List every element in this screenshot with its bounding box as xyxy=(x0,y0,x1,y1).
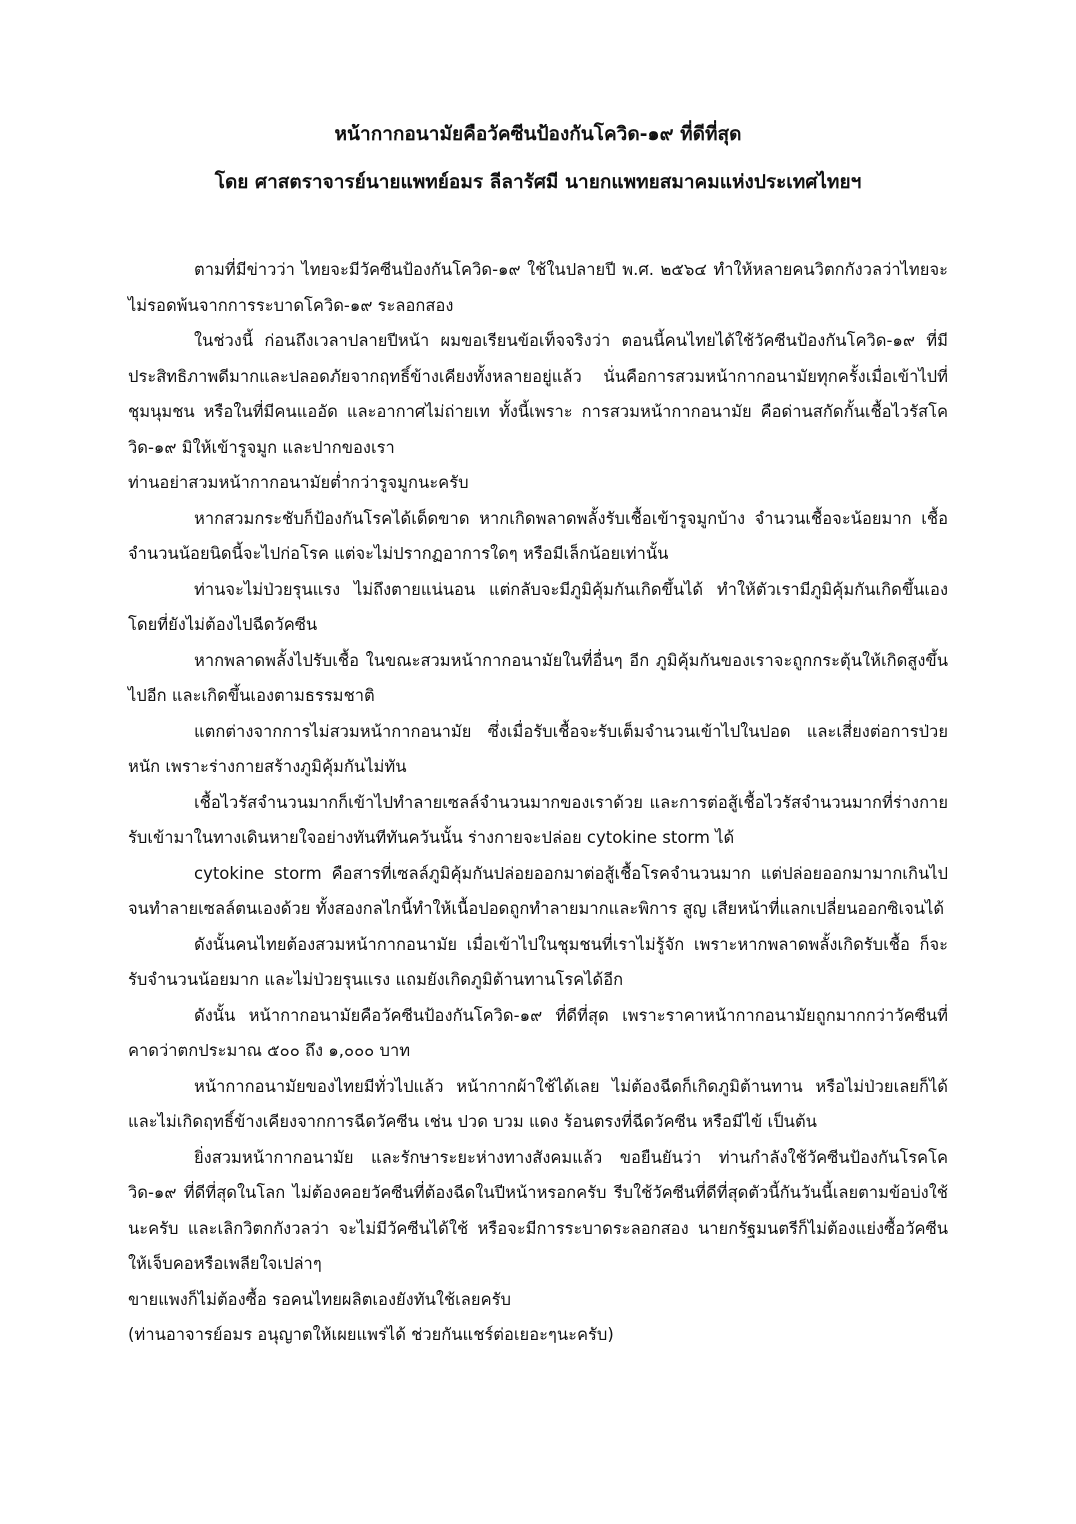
paragraph-1: ตามที่มีข่าวว่า ไทยจะมีวัคซีนป้องกันโควิด-๑๙ ใช้ในปลายปี พ.ศ. ๒๕๖๔ ทำให้หลายคนวิตกกังวลว่าไทยจะไม่รอดพ้นจากการระบาดโควิด-๑๙ ระลอกสอง xyxy=(128,260,948,315)
paragraph-4: หากสวมกระชับก็ป้องกันโรคได้เด็ดขาด หากเกิดพลาดพลั้งรับเชื้อเข้ารูจมูกบ้าง จำนวนเชื้อจะน้อยมาก เชื้อจำนวนน้อยนิดนี้จะไปก่อโรค แต่จะไม่ปรากฏอาการใดๆ หรือมีเล็กน้อยเท่านั้น xyxy=(128,508,948,563)
paragraph-7: แตกต่างจากการไม่สวมหน้ากากอนามัย ซึ่งเมื่อรับเชื้อจะรับเต็มจำนวนเข้าไปในปอด และเสี่ยงต่อการป่วยหนัก เพราะร่างกายสร้างภูมิคุ้มกันไม่ทัน xyxy=(128,721,948,776)
paragraph-11: ดังนั้น หน้ากากอนามัยคือวัคซีนป้องกันโควิด-๑๙ ที่ดีที่สุด เพราะราคาหน้ากากอนามัยถูกมากกว่าวัคซีนที่คาดว่าตกประมาณ ๕๐๐ ถึง ๑,๐๐๐ บาท xyxy=(128,1005,948,1060)
paragraph-5: ท่านจะไม่ป่วยรุนแรง ไม่ถึงตายแน่นอน แต่กลับจะมีภูมิคุ้มกันเกิดขึ้นได้ ทำให้ตัวเรามีภูมิคุ้มกันเกิดขึ้นเองโดยที่ยังไม่ต้องไปฉีดวัคซีน xyxy=(128,579,948,634)
document-body xyxy=(128,252,948,1353)
document-byline: โดย ศาสตราจารย์นายแพทย์อมร ลีลารัศมี นายกแพทยสมาคมแห่งประเทศไทยฯ xyxy=(214,171,862,193)
paragraph-2: ในช่วงนี้ ก่อนถึงเวลาปลายปีหน้า ผมขอเรียนข้อเท็จจริงว่า ตอนนี้คนไทยได้ใช้วัคซีนป้องกันโควิด-๑๙ ที่มีประสิทธิภาพดีมากและปลอดภัยจากฤทธิ์ข้างเคียงทั้งหลายอยู่แล้ว นั่นคือการสวมหน้ากากอนามัยทุกครั้งเมื่อเข้าไปที่ชุมนุมชน หรือในที่มีคนแออัด และอากาศไม่ถ่ายเท ทั้งนี้เพราะ การสวมหน้ากากอนามัย คือด่านสกัดกั้นเชื้อไวรัสโควิด-๑๙ มิให้เข้ารูจมูก และปากของเรา xyxy=(128,331,948,457)
document-title: หน้ากากอนามัยคือวัคซีนป้องกันโควิด-๑๙ ที่ดีที่สุด xyxy=(334,123,742,145)
paragraph-14: ขายแพงก็ไม่ต้องซื้อ รอคนไทยผลิตเองยังทันใช้เลยครับ xyxy=(128,1289,511,1309)
paragraph-6: หากพลาดพลั้งไปรับเชื้อ ในขณะสวมหน้ากากอนามัยในที่อื่นๆ อีก ภูมิคุ้มกันของเราจะถูกกระตุ้นให้เกิดสูงขึ้นไปอีก และเกิดขึ้นเองตามธรรมชาติ xyxy=(128,650,948,705)
paragraph-15: (ท่านอาจารย์อมร อนุญาตให้เผยแพร่ได้ ช่วยกันแชร์ต่อเยอะๆนะครับ) xyxy=(128,1325,614,1344)
paragraph-12: หน้ากากอนามัยของไทยมีทั่วไปแล้ว หน้ากากผ้าใช้ได้เลย ไม่ต้องฉีดก็เกิดภูมิต้านทาน หรือไม่ป่วยเลยก็ได้ และไม่เกิดฤทธิ์ข้างเคียงจากการฉีดวัคซีน เช่น ปวด บวม แดง ร้อนตรงที่ฉีดวัคซีน หรือมีไข้ เป็นต้น xyxy=(128,1076,948,1131)
paragraph-10: ดังนั้นคนไทยต้องสวมหน้ากากอนามัย เมื่อเข้าไปในชุมชนที่เราไม่รู้จัก เพราะหากพลาดพลั้งเกิดรับเชื้อ ก็จะรับจำนวนน้อยมาก และไม่ป่วยรุนแรง แถมยังเกิดภูมิต้านทานโรคได้อีก xyxy=(128,934,948,989)
paragraph-3: ท่านอย่าสวมหน้ากากอนามัยต่ำกว่ารูจมูกนะครับ xyxy=(128,473,469,492)
paragraph-9: cytokine storm คือสารที่เซลล์ภูมิคุ้มกันปล่อยออกมาต่อสู้เชื้อโรคจำนวนมาก แต่ปล่อยออกมามากเกินไป จนทำลายเซลล์ตนเองด้วย ทั้งสองกลไกนี้ทำให้เนื้อปอดถูกทำลายมากและพิการ สูญ เสียหน้าที่แลกเปลี่ยนออกซิเจนได้ xyxy=(128,863,948,918)
paragraph-8: เชื้อไวรัสจำนวนมากก็เข้าไปทำลายเซลล์จำนวนมากของเราด้วย และการต่อสู้เชื้อไวรัสจำนวนมากที่ร่างกายรับเข้ามาในทางเดินหายใจอย่างทันทีทันควันนั้น ร่างกายจะปล่อย cytokine storm ได้ xyxy=(128,792,948,847)
paragraph-13: ยิ่งสวมหน้ากากอนามัย และรักษาระยะห่างทางสังคมแล้ว ขอยืนยันว่า ท่านกำลังใช้วัคซีนป้องกันโรคโควิด-๑๙ ที่ดีที่สุดในโลก ไม่ต้องคอยวัคซีนที่ต้องฉีดในปีหน้าหรอกครับ รีบใช้วัคซีนที่ดีที่สุดตัวนี้กันวันนี้เลยตามข้อบ่งใช้นะครับ และเลิกวิตกกังวลว่า จะไม่มีวัคซีนได้ใช้ หรือจะมีการระบาดระลอกสอง นายกรัฐมนตรีก็ไม่ต้องแย่งซื้อวัคซีนให้เจ็บคอหรือเพลียใจเปล่าๆ xyxy=(128,1147,948,1273)
